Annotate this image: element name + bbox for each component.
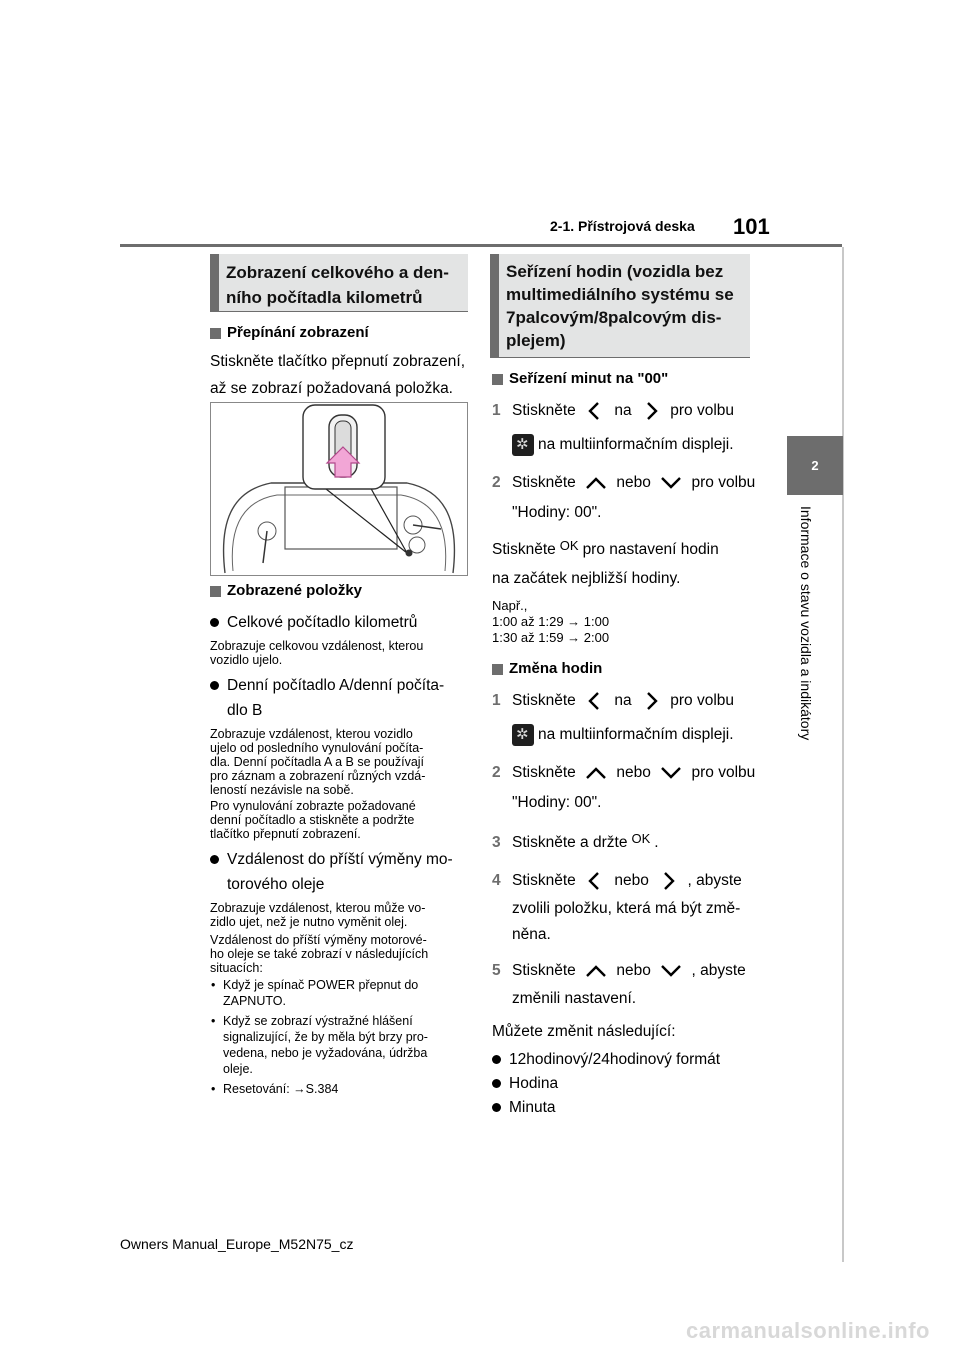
step-2b (492, 760, 756, 816)
step-line (512, 470, 755, 496)
settings-gear-icon (512, 434, 534, 456)
step-text: na (614, 692, 632, 709)
step-body (512, 760, 755, 816)
text-line: leností nezávisle na sobě. (210, 783, 354, 797)
chevron-right-icon (640, 690, 662, 712)
step-text: Stiskněte (512, 764, 576, 781)
text-line: tlačítko přepnutí zobrazení. (210, 827, 361, 841)
step-text: na (614, 402, 632, 419)
step-number: 1 (492, 402, 501, 419)
step-text: Stiskněte (512, 402, 576, 419)
dashboard-illustration (210, 402, 468, 576)
square-marker (492, 664, 503, 675)
description (210, 639, 472, 667)
text-line: zidlo ujet, než je nutno vyměnit olej. (210, 915, 408, 929)
example (492, 598, 756, 646)
text-line (492, 536, 756, 563)
step-text: Stiskněte (512, 474, 576, 491)
bullet-text: Vzdálenost do příští výměny mo- (227, 851, 453, 868)
step-line: "Hodiny: 00". (512, 504, 602, 521)
paragraph (210, 348, 472, 402)
chapter-label: Informace o stavu vozidla a indikátory (798, 506, 814, 741)
side-line (842, 247, 844, 1262)
description (210, 727, 472, 841)
bullet-text: 12hodinový/24hodinový formát (509, 1051, 721, 1068)
text-line: na začátek nejbližší hodiny. (492, 570, 681, 587)
left-column (210, 316, 472, 402)
text-line: Např., (492, 598, 528, 613)
chevron-down-icon (659, 764, 683, 782)
right-column (492, 362, 756, 1120)
section-box-clock (490, 254, 750, 358)
step-1b (492, 688, 756, 748)
section-box-line: ního počítadla kilometrů (226, 288, 423, 307)
bullet-text: Denní počítadlo A/denní počíta- (227, 677, 445, 694)
step-text: pro volbu (691, 764, 756, 781)
step-number: 2 (492, 764, 501, 781)
paragraph-ok (492, 536, 756, 592)
step-3 (492, 830, 756, 856)
step-text: , abyste (687, 872, 742, 889)
bullet-minute (492, 1095, 756, 1120)
footer-text: Owners Manual_Europe_M52N75_cz (120, 1236, 354, 1252)
step-line: zvolili položku, která má být změ- (512, 900, 741, 917)
bullet-text: Hodina (509, 1075, 559, 1092)
step-line (512, 688, 734, 714)
text-line: Když se zobrazí výstražné hlášení (223, 1014, 413, 1028)
text-line: situacích: (210, 961, 263, 975)
text-line: denní počítadlo a stiskněte a podržte (210, 813, 415, 827)
chevron-right-icon (640, 400, 662, 422)
text-line: Zobrazuje celkovou vzdálenost, kterou (210, 639, 424, 653)
text-fragment: pro nastavení hodin (582, 541, 719, 558)
step-body (512, 688, 734, 748)
text-line: 1:30 až 1:59 → 2:00 (492, 630, 610, 645)
text-line: Zobrazuje vzdálenost, kterou vozidlo (210, 727, 413, 741)
ok-icon: OK (559, 538, 579, 553)
step-text: pro volbu (670, 402, 735, 419)
step-text: na multiinformačním displeji. (538, 436, 734, 453)
step-body (512, 868, 742, 948)
sub-bullet (210, 1081, 472, 1097)
paragraph-options: Můžete změnit následující: (492, 1023, 676, 1040)
bullet-oil (210, 847, 472, 897)
step-number: 3 (492, 834, 501, 851)
bullet-text: Celkové počítadlo kilometrů (227, 614, 418, 631)
step-body (512, 470, 755, 526)
step-line: něna. (512, 926, 551, 943)
bullet-dot (492, 1103, 501, 1112)
settings-gear-icon (512, 724, 534, 746)
subheading-switch (210, 322, 472, 344)
chevron-right-icon (657, 870, 679, 892)
bullet-dot (492, 1079, 501, 1088)
chevron-left-icon (584, 870, 606, 892)
section-box-line: plejem) (506, 331, 566, 350)
chevron-down-icon (659, 962, 683, 980)
step-4 (492, 868, 756, 948)
step-line (512, 830, 659, 856)
step-line (512, 760, 755, 786)
bullet-text: torového oleje (227, 876, 325, 893)
step-text: Stiskněte a držte (512, 834, 628, 851)
sub-bullet (210, 977, 472, 1009)
subheading-text: Přepínání zobrazení (227, 324, 369, 341)
section-box-odometer (210, 254, 468, 312)
chevron-left-icon (584, 690, 606, 712)
sub-bullet-mark: • (211, 1082, 216, 1096)
step-5 (492, 958, 756, 1012)
text-line: 1:00 až 1:29 → 1:00 (492, 614, 610, 629)
step-text: na multiinformačním displeji. (538, 726, 734, 743)
text-line: vozidlo ujelo. (210, 653, 283, 667)
bullet-hour (492, 1071, 756, 1096)
step-line: "Hodiny: 00". (512, 794, 602, 811)
text-line: ZAPNUTO. (223, 994, 286, 1008)
section-box-line: 7palcovým/8palcovým dis- (506, 308, 722, 327)
left-column-lower (210, 576, 472, 1097)
step-1 (492, 398, 756, 458)
text-line: ho oleje se také zobrazí v následujících (210, 947, 429, 961)
bullet-dot (210, 681, 219, 690)
text-line: dla. Denní počítadla A a B se používají (210, 755, 425, 769)
step-body (512, 958, 746, 1012)
text-line: Vzdálenost do příští výměny motorové- (210, 933, 427, 947)
step-text: pro volbu (691, 474, 756, 491)
header-rule (120, 244, 842, 247)
sub-bullet (210, 1013, 472, 1077)
step-number: 1 (492, 692, 501, 709)
subheading-text: Seřízení minut na "00" (509, 370, 669, 387)
step-text: nebo (614, 872, 649, 889)
chevron-up-icon (584, 764, 608, 782)
text-line: oleje. (223, 1062, 253, 1076)
gear-glyph: ✲ (516, 725, 529, 743)
watermark: carmanualsonline.info (686, 1318, 930, 1343)
square-marker (210, 586, 221, 597)
chapter-tab: 2 (787, 436, 843, 495)
sub-bullet-mark: • (211, 978, 216, 992)
sub-bullet-mark: • (211, 1014, 216, 1028)
text-line: signalizující, že by měla být brzy pro- (223, 1030, 428, 1044)
step-line: změnili nastavení. (512, 990, 637, 1007)
step-line (512, 432, 734, 458)
dashboard-drawing (211, 403, 467, 575)
chevron-up-icon (584, 962, 608, 980)
bullet-trip (210, 673, 472, 723)
subheading-text: Změna hodin (509, 660, 603, 677)
text-line: Resetování: →S.384 (223, 1082, 339, 1096)
page-number: 101 (733, 214, 770, 239)
chevron-up-icon (584, 474, 608, 492)
step-text: Stiskněte (512, 692, 576, 709)
subheading-items (210, 580, 472, 602)
subheading-minutes (492, 368, 756, 390)
text-fragment: Stiskněte (492, 541, 556, 558)
section-box-line: multimediálního systému se (506, 285, 734, 304)
text-line: ujelo od posledního vynulování počíta- (210, 741, 424, 755)
step-body (512, 398, 734, 458)
text-line: až se zobrazí požadovaná položka. (210, 380, 453, 397)
bullet-dot (492, 1055, 501, 1064)
step-line (512, 398, 734, 424)
text-line: Pro vynulování zobrazte požadované (210, 799, 416, 813)
bullet-text: dlo B (227, 702, 263, 719)
step-text: Stiskněte (512, 962, 576, 979)
gear-glyph: ✲ (516, 435, 529, 453)
text-line: vedena, nebo je vyžadována, údržba (223, 1046, 428, 1060)
step-text: , abyste (691, 962, 746, 979)
step-text: nebo (616, 764, 651, 781)
bullet-dot (210, 855, 219, 864)
chevron-left-icon (584, 400, 606, 422)
step-number: 4 (492, 872, 501, 889)
text-line: Zobrazuje vzdálenost, kterou může vo- (210, 901, 426, 915)
header-title: 2-1. Přístrojová deska (550, 218, 695, 234)
section-box-line: Seřízení hodin (vozidla bez (506, 262, 724, 281)
step-number: 2 (492, 474, 501, 491)
chevron-down-icon (659, 474, 683, 492)
step-text: nebo (616, 474, 651, 491)
ok-icon: OK (631, 831, 651, 846)
square-marker (210, 328, 221, 339)
bullet-odometer (210, 610, 472, 635)
bullet-dot (210, 618, 219, 627)
text-line: Stiskněte tlačítko přepnutí zobrazení, (210, 353, 466, 370)
step-2 (492, 470, 756, 526)
bullet-text: Minuta (509, 1099, 556, 1116)
step-line (512, 868, 742, 894)
bullet-format (492, 1047, 756, 1072)
section-box-line: Zobrazení celkového a den- (226, 263, 449, 282)
text-line: Když je spínač POWER přepnut do (223, 978, 419, 992)
step-text: pro volbu (670, 692, 735, 709)
subheading-text: Zobrazené položky (227, 582, 363, 599)
step-text: nebo (616, 962, 651, 979)
subheading-hours (492, 658, 756, 680)
step-line (512, 722, 734, 748)
square-marker (492, 374, 503, 385)
step-number: 5 (492, 962, 501, 979)
step-line (512, 958, 746, 984)
step-text: Stiskněte (512, 872, 576, 889)
step-text: . (654, 834, 659, 851)
description (210, 901, 472, 975)
text-line: pro záznam a zobrazení různých vzdá- (210, 769, 426, 783)
